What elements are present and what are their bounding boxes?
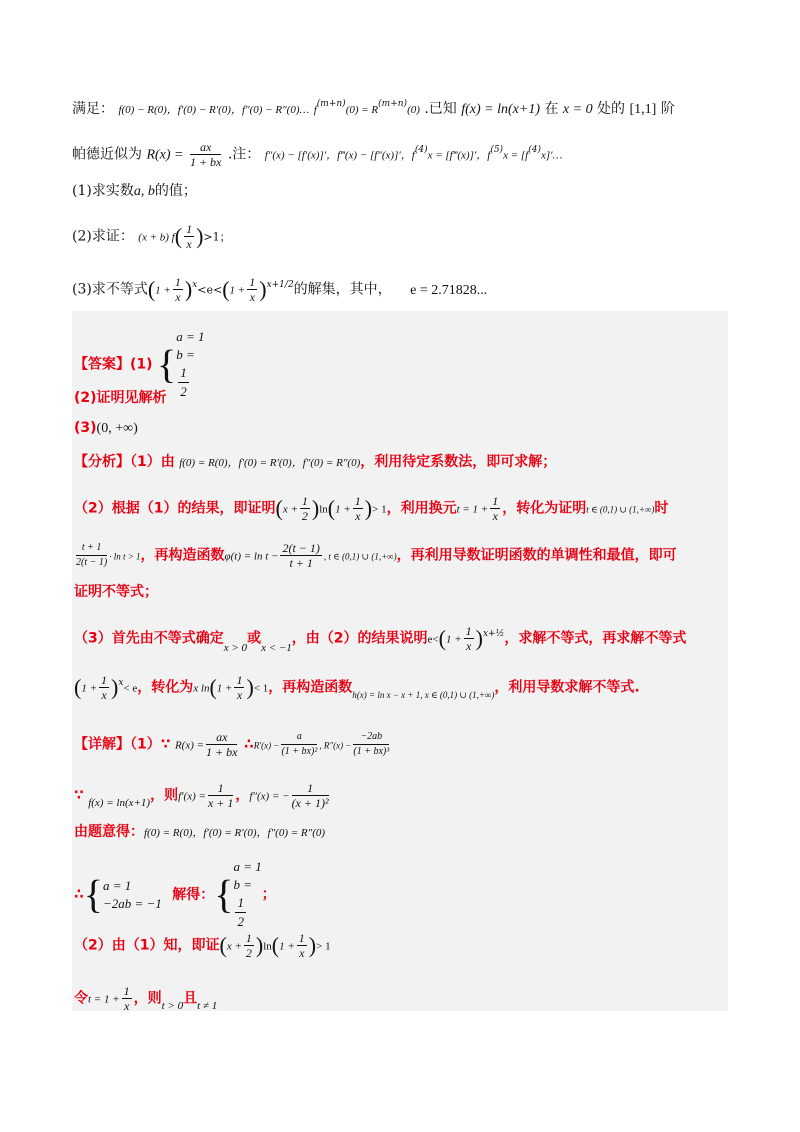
question-3	[72, 275, 487, 304]
problem-line-2	[72, 140, 562, 169]
fraction: $\frac{1}{2}$	[301, 494, 308, 523]
paren: (	[209, 674, 217, 700]
math-sup: (4)	[414, 144, 428, 155]
text: (2)证明见解析	[74, 390, 167, 406]
math: f(0) = R(0)，f′(0) = R′(0)，f″(0) = R″(0)	[144, 827, 326, 839]
math: x = 0	[562, 102, 593, 117]
math: x < −1	[261, 641, 292, 654]
text: (2)求证：	[72, 228, 134, 245]
question-1	[72, 181, 197, 202]
fraction-den: x	[249, 290, 255, 304]
math: R′(x) −	[253, 740, 280, 751]
question-2	[72, 222, 231, 251]
text: ，	[235, 787, 250, 804]
fraction	[247, 275, 257, 304]
text: 解得：	[172, 886, 215, 903]
paren: )	[364, 495, 373, 521]
brace: {	[157, 341, 177, 387]
text: >1；	[203, 230, 231, 244]
equation: a = 1	[176, 329, 205, 344]
text: ，再构造函数	[268, 679, 353, 696]
fraction: $\frac{1}{x}$	[492, 494, 499, 523]
paren: )	[246, 674, 254, 700]
text: 在	[544, 101, 559, 117]
text: (1)求实数	[72, 183, 134, 199]
text: ，由（2）的结果说明	[291, 630, 428, 647]
fraction-den: 2	[180, 384, 187, 399]
answer-3	[74, 418, 138, 439]
analysis-tag: 【分析】（1）由	[74, 454, 175, 470]
analysis-1	[74, 452, 556, 473]
paren: )	[255, 932, 264, 958]
math: (0, +∞)	[96, 421, 138, 436]
detail-3	[74, 822, 325, 843]
fraction-num: ax	[190, 140, 221, 155]
text: ，转化为证明	[502, 500, 587, 517]
detail-4	[74, 858, 276, 931]
text: ，再利用导数证明函数的单调性和最值，即可	[396, 547, 677, 564]
analysis-2	[74, 494, 668, 523]
math-sup: (5)	[490, 144, 504, 155]
text: ，则	[133, 990, 162, 1007]
paren: (	[74, 674, 82, 700]
fraction-den: x	[186, 237, 192, 251]
math: e = 2.71828...	[410, 282, 488, 298]
math: x +	[226, 940, 242, 953]
paren: )	[184, 276, 193, 302]
text: ∵	[74, 787, 84, 804]
paren: (	[219, 932, 227, 958]
math: x +	[282, 503, 298, 516]
math: R(x) =	[146, 147, 184, 163]
text: (3)求不等式	[72, 281, 148, 298]
math: < 1	[253, 682, 269, 695]
detail-6	[74, 984, 217, 1013]
text: 或	[247, 630, 262, 647]
math: (x + b) f	[138, 231, 175, 244]
math-sup: x+1/2	[266, 279, 294, 290]
paren: )	[259, 276, 267, 302]
text: .已知	[424, 101, 457, 117]
text: ∴	[243, 736, 254, 753]
fraction: $\frac{1}{2}$	[245, 931, 252, 960]
math: f(x) = ln(x+1)	[88, 796, 151, 809]
fraction	[208, 781, 233, 810]
fraction-den: x + 1	[207, 796, 234, 810]
paren: )	[111, 674, 119, 700]
fraction-den: 1 + bx	[189, 155, 222, 169]
fraction-num: 2(t − 1)	[282, 541, 320, 555]
math: f	[313, 104, 317, 116]
math: t = 1 +	[456, 503, 489, 516]
text: 帕德近似为	[72, 146, 142, 163]
text: 由题意得：	[74, 824, 144, 840]
text: 的解集，其中，	[293, 281, 392, 298]
text: 满足：	[72, 101, 114, 117]
math-sup: x	[192, 279, 198, 290]
text: 处的	[597, 101, 626, 117]
text: .注：	[227, 146, 261, 163]
equation-system	[233, 858, 261, 931]
math: t = 1 +	[88, 993, 120, 1006]
text: 令	[74, 990, 88, 1007]
fraction-den: 1 + bx	[206, 745, 238, 759]
fraction	[292, 781, 329, 810]
math: ln	[263, 940, 272, 953]
fraction: $\frac{1}{x}$	[123, 984, 130, 1013]
fraction-den: (1 + bx)³	[353, 746, 390, 757]
equation-system	[103, 877, 162, 913]
math: > 1	[316, 940, 331, 953]
math: x = [f‴(x)]′，f	[427, 149, 491, 162]
fraction-den: t + 1	[289, 556, 313, 570]
text: 时	[654, 500, 669, 517]
fraction-den: 2	[237, 914, 244, 929]
fraction	[353, 730, 389, 759]
fraction-num: 1	[235, 894, 246, 913]
analysis-3	[74, 541, 677, 570]
text: 且	[183, 990, 198, 1007]
paren: (	[438, 625, 446, 651]
math: (0)	[407, 104, 420, 116]
math: (0) = R	[345, 104, 379, 116]
equation: −2ab = −1	[102, 895, 162, 911]
text: (3)	[74, 420, 97, 436]
math: f(x) = ln(x+1)	[461, 102, 540, 117]
paren: (	[271, 932, 280, 958]
text: <e<	[197, 283, 223, 297]
equation: b =	[176, 347, 195, 362]
text: ，利用导数求解不等式.	[494, 679, 640, 696]
math: < e	[123, 682, 138, 695]
math: [1,1]	[629, 102, 657, 117]
fraction-den: x	[175, 290, 181, 304]
math: f″(x) = −	[249, 790, 290, 803]
math: ln	[319, 503, 328, 516]
paren: (	[174, 223, 183, 249]
math: R(x) =	[174, 739, 205, 752]
text: 证明不等式；	[74, 584, 158, 600]
answer-2	[74, 388, 167, 408]
fraction	[281, 730, 317, 759]
fraction	[76, 541, 107, 570]
brace: {	[83, 871, 103, 917]
fraction	[206, 730, 237, 759]
fraction-num: 1	[292, 781, 329, 796]
fraction-den: (x + 1)²	[291, 796, 329, 810]
fraction	[184, 222, 194, 251]
text: ；	[261, 886, 276, 903]
paren: (	[147, 276, 156, 302]
math-sup: (m+n)	[316, 99, 346, 109]
math: · ln t > 1	[109, 551, 141, 562]
math: x ln	[193, 682, 210, 695]
text: ，则	[150, 787, 179, 804]
fraction	[173, 275, 183, 304]
analysis-6: (1 + $\frac{1}{x}$ )$^x$< e，转化为x ln(1 + $\frac{1}{x}$ )< 1，再构造函数$_{h(x) = ln x - x + 1, x \in (0,1) \cup (1,+\infty)}$，利用导数求解不等式.	[74, 673, 640, 702]
math: t ∈ (0,1) ∪ (1,+∞)	[586, 504, 655, 515]
math: 1 +	[229, 284, 246, 297]
text: 阶	[660, 101, 675, 117]
fraction-num: 1	[174, 275, 181, 289]
math: x]′…	[540, 149, 563, 162]
detail-2	[74, 781, 331, 810]
text: （3）首先由不等式确定	[74, 630, 224, 647]
fraction-num: 1	[249, 275, 256, 289]
math: f(0) − R(0)，f′(0) − R′(0)，f″(0) − R″(0)…	[118, 104, 310, 116]
fraction	[280, 541, 321, 570]
paren: (	[222, 276, 230, 302]
math: x = [f	[503, 149, 529, 162]
math: 1 +	[155, 284, 171, 297]
fraction-num: 1	[186, 222, 193, 236]
math: a, b	[133, 184, 155, 199]
equation-system	[176, 328, 204, 401]
text: ，利用待定系数法，即可求解；	[360, 454, 557, 470]
fraction-den: (1 + bx)²	[281, 746, 318, 757]
math: > 1	[372, 503, 387, 516]
math: f′(x) =	[178, 790, 206, 803]
fraction	[190, 140, 221, 169]
paren: )	[311, 495, 320, 521]
problem-line-1	[72, 99, 675, 121]
math: φ(t) = ln t −	[224, 550, 279, 563]
math: 1 +	[279, 940, 295, 953]
math: t > 0	[161, 999, 184, 1012]
paren: )	[475, 625, 483, 651]
detail-1	[74, 730, 391, 759]
text: ，求解不等式，再求解不等式	[504, 630, 687, 647]
fraction: $\frac{1}{x}$	[298, 931, 305, 960]
fraction-num: a	[281, 730, 317, 745]
text: 的值；	[154, 183, 197, 199]
fraction-num: t + 1	[76, 541, 107, 556]
detail-5	[74, 931, 331, 960]
math: f(0) = R(0)，f′(0) = R′(0)，f″(0) = R″(0)	[179, 457, 361, 469]
fraction: $\frac{1}{x}$	[101, 673, 108, 702]
paren: (	[327, 495, 336, 521]
analysis-5: （3）首先由不等式确定$_{x > 0}$或$_{x < -1}$，由（2）的结果说明e<(1 + $\frac{1}{x}$ )$^{x+\frac{1}{2}}$，求解不等式，再求解不等式	[74, 624, 687, 654]
math: e<	[427, 633, 439, 646]
fraction: $\frac{1}{x}$	[354, 494, 361, 523]
fraction: $\frac{1}{x}$	[236, 673, 243, 702]
equation: a = 1	[233, 859, 262, 874]
math: , R″(x) −	[319, 740, 352, 751]
fraction: $\frac{1}{x}$	[465, 624, 472, 653]
text: ∴	[74, 886, 84, 903]
answer-tag: 【答案】(1)	[74, 356, 153, 373]
fraction-den: 2(t − 1)	[76, 557, 108, 568]
math: , t ∈ (0,1) ∪ (1,+∞)	[323, 551, 397, 562]
fraction-num: −2ab	[353, 730, 389, 745]
detail-tag: 【详解】（1）∵	[74, 736, 171, 753]
fraction-num: 1	[178, 364, 189, 383]
text: ，再构造函数	[140, 547, 225, 564]
math: h(x) = ln x − x + 1, x ∈ (0,1) ∪ (1,+∞)	[352, 689, 495, 700]
paren: )	[308, 932, 317, 958]
brace: {	[214, 871, 234, 917]
math: x > 0	[223, 641, 248, 654]
text: （2）由（1）知，即证	[74, 937, 220, 954]
math-sup: (m+n)	[378, 99, 408, 109]
math-sup: (4)	[528, 144, 541, 155]
equation: b =	[233, 877, 252, 892]
text: ，利用换元	[386, 500, 457, 517]
fraction-num: 1	[208, 781, 233, 796]
fraction-num: ax	[206, 730, 237, 745]
math: 1 +	[335, 503, 351, 516]
equation: a = 1	[102, 877, 132, 893]
paren: (	[275, 495, 283, 521]
math: f″(x) − [f′(x)]′，f‴(x) − [f″(x)]′，f	[264, 149, 415, 162]
text: （2）根据（1）的结果，即证明	[74, 500, 276, 517]
math: t ≠ 1	[197, 999, 218, 1012]
analysis-4	[74, 582, 158, 602]
text: ，转化为	[137, 679, 194, 696]
paren: )	[196, 223, 204, 249]
